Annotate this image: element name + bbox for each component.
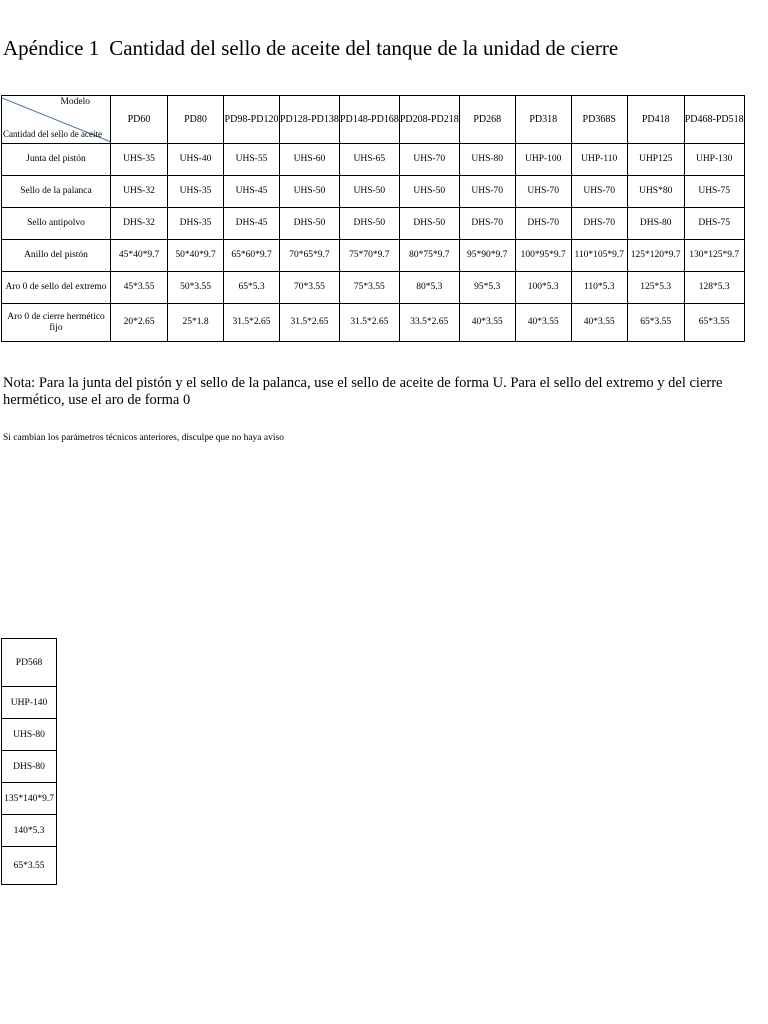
table-cell: UHS-70 <box>459 176 515 208</box>
model-header: PD80 <box>168 96 224 144</box>
table-cell: UHS-40 <box>168 144 224 176</box>
table-cell: 70*65*9.7 <box>280 240 340 272</box>
table-row <box>2 272 745 304</box>
table-cell: 33.5*2.65 <box>399 304 459 342</box>
table-cell: DHS-50 <box>339 208 399 240</box>
table-row <box>2 144 745 176</box>
table-cell: 65*3.55 <box>627 304 684 342</box>
table-cell: DHS-70 <box>515 208 571 240</box>
table-row <box>2 751 57 783</box>
note-paragraph: Nota: Para la junta del pistón y el sello de la palanca, use el sello de aceite de forma U. Para el sello del extremo y del cierre hermético, use el aro de forma 0 <box>3 375 723 408</box>
table-cell: UHS-35 <box>168 176 224 208</box>
table-cell: UHP-110 <box>571 144 627 176</box>
model-header: PD568 <box>2 639 57 687</box>
row-label: Aro 0 de cierre hermético fijo <box>2 304 111 342</box>
table-cell: DHS-32 <box>111 208 168 240</box>
table-cell: 65*3.55 <box>2 847 57 885</box>
page-title <box>3 36 618 61</box>
table-cell: 128*5.3 <box>684 272 744 304</box>
table-cell: UHS-45 <box>224 176 280 208</box>
model-header: PD418 <box>627 96 684 144</box>
table-cell: UHP-100 <box>515 144 571 176</box>
table-row <box>2 176 745 208</box>
table-cell: 45*40*9.7 <box>111 240 168 272</box>
table-cell: DHS-80 <box>627 208 684 240</box>
table-cell: UHS-50 <box>339 176 399 208</box>
model-header: PD60 <box>111 96 168 144</box>
model-header: PD128-PD138 <box>280 96 340 144</box>
table-cell: 100*95*9.7 <box>515 240 571 272</box>
table-row <box>2 208 745 240</box>
table-cell: UHS-70 <box>399 144 459 176</box>
table-cell: DHS-45 <box>224 208 280 240</box>
table-cell: UHS-50 <box>280 176 340 208</box>
table-row <box>2 719 57 751</box>
table-cell: DHS-50 <box>280 208 340 240</box>
table-cell: 125*120*9.7 <box>627 240 684 272</box>
table-row <box>2 304 745 342</box>
table-cell: UHS-70 <box>571 176 627 208</box>
table-cell: 130*125*9.7 <box>684 240 744 272</box>
table-cell: 40*3.55 <box>571 304 627 342</box>
table-cell: 65*60*9.7 <box>224 240 280 272</box>
table-cell: 110*105*9.7 <box>571 240 627 272</box>
table-cell: 25*1.8 <box>168 304 224 342</box>
table-cell: 31.5*2.65 <box>339 304 399 342</box>
table-cell: DHS-70 <box>459 208 515 240</box>
table-cell: 70*3.55 <box>280 272 340 304</box>
row-label: Aro 0 de sello del extremo <box>2 272 111 304</box>
table-cell: 50*40*9.7 <box>168 240 224 272</box>
model-header: PD468-PD518 <box>684 96 744 144</box>
disclaimer-text: Si cambian los parámetros técnicos anteriores, disculpe que no haya aviso <box>3 433 284 443</box>
model-header: PD148-PD168 <box>339 96 399 144</box>
seal-quantity-header-label: Cantidad del sello de aceite <box>3 128 102 139</box>
appendix-title: Cantidad del sello de aceite del tanque de la unidad de cierre <box>109 36 619 60</box>
row-label: Sello antipolvo <box>2 208 111 240</box>
table-cell: 135*140*9.7 <box>2 783 57 815</box>
table-cell: 100*5.3 <box>515 272 571 304</box>
table-cell: UHS-35 <box>111 144 168 176</box>
table-cell: 95*5.3 <box>459 272 515 304</box>
table-cell: UHP125 <box>627 144 684 176</box>
table-cell: 31.5*2.65 <box>224 304 280 342</box>
corner-header-cell <box>2 96 111 144</box>
table-cell: 125*5.3 <box>627 272 684 304</box>
model-header-label: Modelo <box>60 97 90 107</box>
table-cell: 110*5.3 <box>571 272 627 304</box>
table-row <box>2 815 57 847</box>
table-cell: DHS-50 <box>399 208 459 240</box>
table-cell: 40*3.55 <box>515 304 571 342</box>
table-row <box>2 847 57 885</box>
table-cell: UHS-50 <box>399 176 459 208</box>
continuation-table <box>1 638 57 885</box>
table-cell: DHS-80 <box>2 751 57 783</box>
table-cell: 45*3.55 <box>111 272 168 304</box>
table-cell: DHS-35 <box>168 208 224 240</box>
table-cell: 65*3.55 <box>684 304 744 342</box>
row-label: Sello de la palanca <box>2 176 111 208</box>
table-cell: UHS-60 <box>280 144 340 176</box>
table-cell: UHS-75 <box>684 176 744 208</box>
table-row <box>2 783 57 815</box>
table-row <box>2 687 57 719</box>
model-header: PD368S <box>571 96 627 144</box>
table-cell: UHS-55 <box>224 144 280 176</box>
model-header: PD208-PD218 <box>399 96 459 144</box>
table-cell: UHS-80 <box>459 144 515 176</box>
model-header: PD268 <box>459 96 515 144</box>
row-label: Junta del pistón <box>2 144 111 176</box>
table-cell: UHS-65 <box>339 144 399 176</box>
model-header: PD318 <box>515 96 571 144</box>
table-cell: 75*3.55 <box>339 272 399 304</box>
table-header-row <box>2 639 57 687</box>
table-cell: UHP-140 <box>2 687 57 719</box>
table-cell: 50*3.55 <box>168 272 224 304</box>
table-cell: 31.5*2.65 <box>280 304 340 342</box>
table-cell: 75*70*9.7 <box>339 240 399 272</box>
table-cell: 65*5.3 <box>224 272 280 304</box>
table-cell: UHS*80 <box>627 176 684 208</box>
table-cell: UHS-80 <box>2 719 57 751</box>
table-header-row <box>2 96 745 144</box>
table-cell: 80*5.3 <box>399 272 459 304</box>
table-cell: 140*5.3 <box>2 815 57 847</box>
table-cell: UHP-130 <box>684 144 744 176</box>
table-cell: 40*3.55 <box>459 304 515 342</box>
table-cell: 95*90*9.7 <box>459 240 515 272</box>
model-header: PD98-PD120 <box>224 96 280 144</box>
table-row <box>2 240 745 272</box>
table-cell: 80*75*9.7 <box>399 240 459 272</box>
table-cell: UHS-70 <box>515 176 571 208</box>
table-cell: DHS-75 <box>684 208 744 240</box>
row-label: Anillo del pistón <box>2 240 111 272</box>
table-cell: UHS-32 <box>111 176 168 208</box>
table-cell: DHS-70 <box>571 208 627 240</box>
seal-spec-table <box>1 95 745 342</box>
table-cell: 20*2.65 <box>111 304 168 342</box>
appendix-number: Apéndice 1 <box>3 36 100 60</box>
